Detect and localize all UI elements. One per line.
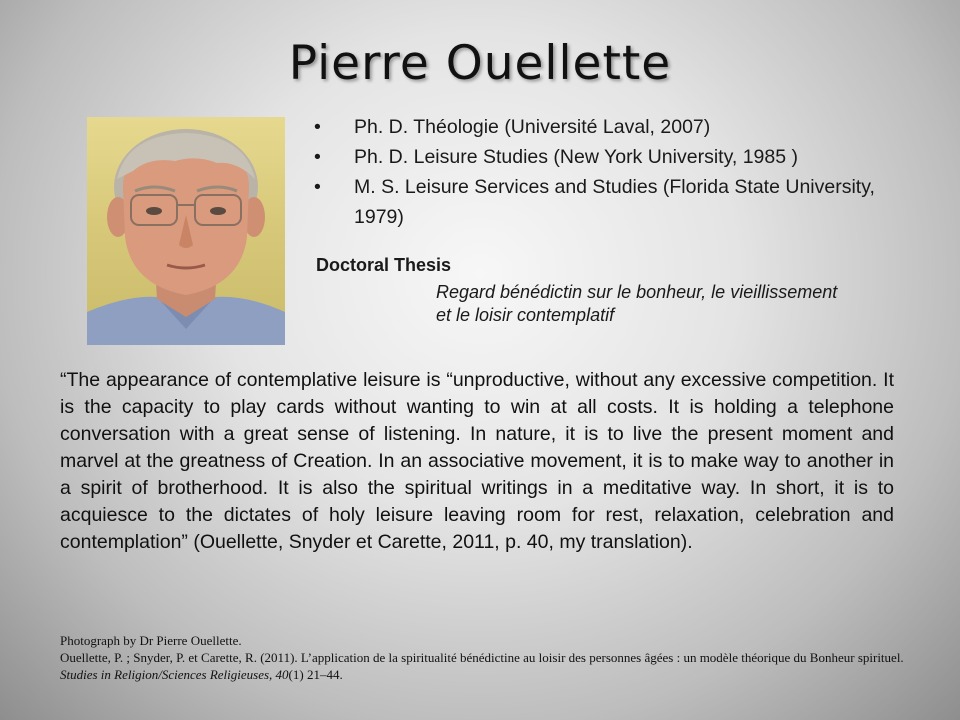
portrait-photo [87, 117, 285, 345]
bullet: • [314, 176, 321, 198]
degree-text: Ph. D. Théologie (Université Laval, 2007) [354, 116, 711, 138]
references [60, 632, 940, 683]
reference-main: Ouellette, P. ; Snyder, P. et Carette, R. (2011). L’application de la spiritualité bénédictine au loisir des personnes âgées : un modèle théorique du Bonheur spirituel. [60, 650, 904, 665]
thesis-title: Regard bénédictin sur le bonheur, le vieillissement et le loisir contemplatif [436, 282, 838, 325]
reference-citation [60, 649, 940, 683]
reference-issue: (1) 21–44. [288, 667, 343, 682]
bullet: • [314, 146, 321, 168]
reference-journal: Studies in Religion/Sciences Religieuses, 40 [60, 667, 289, 682]
degrees-list [314, 112, 914, 232]
degree-text: M. S. Leisure Services and Studies (Florida State University, 1979) [354, 176, 875, 228]
degree-item [314, 112, 914, 142]
quote-paragraph: “The appearance of contemplative leisure is “unproductive, without any excessive competition. It is the capacity to play cards without wanting to win at all costs. It is holding a telephone conversation with a great sense of listening. In nature, it is to live the present moment and marvel at the greatness of Creation. In an associative movement, it is to make way to another in a spirit of brotherhood. It is also the spiritual writings in a meditative way. In short, it is to acquiesce to the dictates of holy leisure leaving room for rest, relaxation, celebration and contemplation” (Ouellette, Snyder et Carette, 2011, p. 40, my translation). [60, 369, 894, 553]
thesis-heading: Doctoral Thesis [316, 255, 452, 275]
degree-item [314, 142, 914, 172]
degree-text: Ph. D. Leisure Studies (New York University, 1985 ) [354, 146, 799, 168]
portrait-illustration [87, 117, 285, 345]
photo-credit: Photograph by Dr Pierre Ouellette. [60, 633, 242, 648]
bullet: • [314, 116, 321, 138]
slide-title: Pierre Ouellette [288, 36, 672, 91]
degree-item [314, 172, 914, 232]
